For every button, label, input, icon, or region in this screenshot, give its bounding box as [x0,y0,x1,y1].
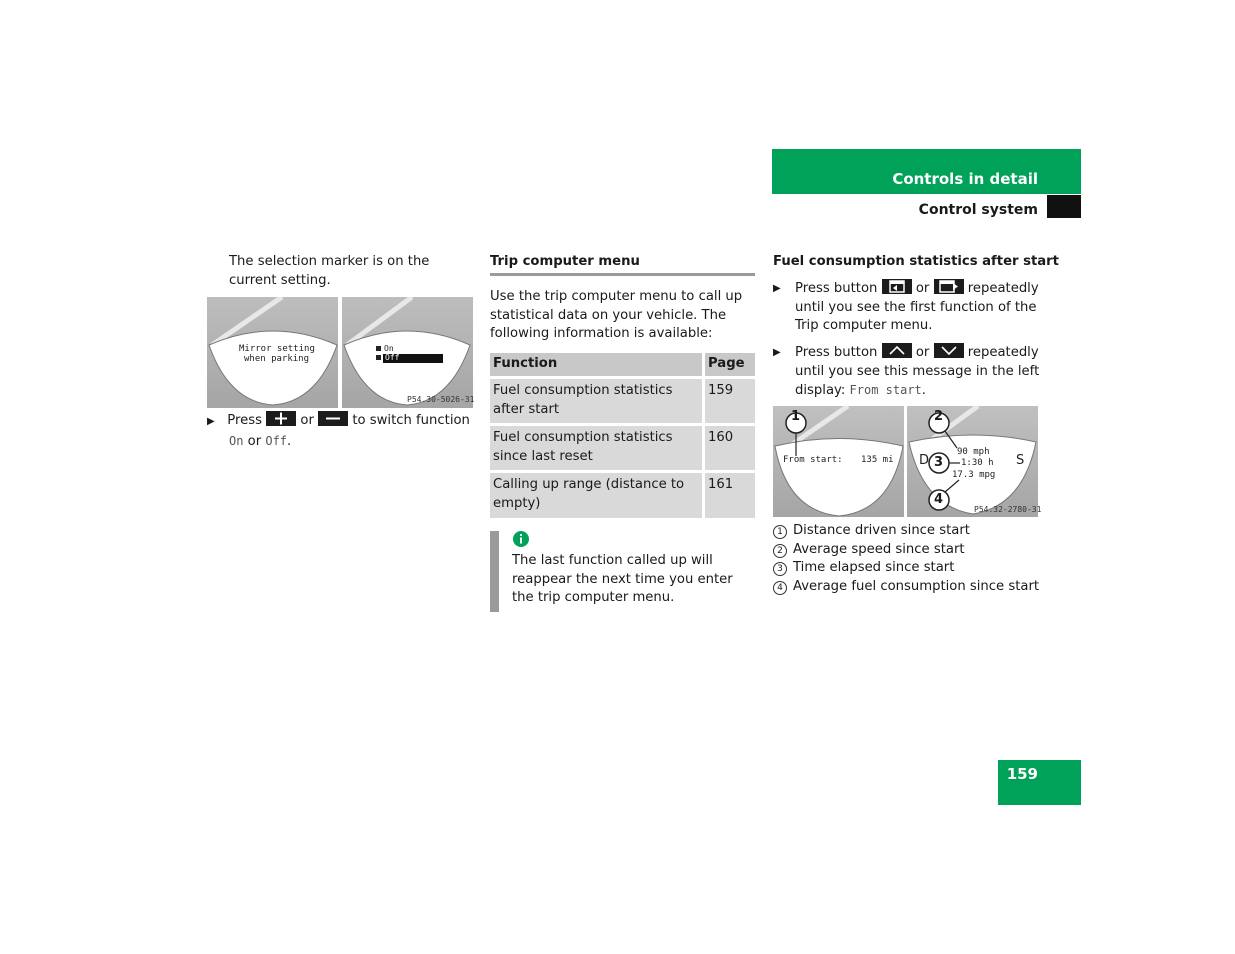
figure-legend [773,522,1043,596]
fuel-stats-title: Fuel consumption statistics after start [773,254,1059,269]
display-line-2: when parking [244,354,310,364]
step-switch-function: ▶ Press or to switch function On or Off. [207,413,470,449]
figure-code: P54.30-5026-31 [407,395,475,404]
table-row: Calling up range (distance to empty) 161 [490,472,755,518]
table-row: Fuel consumption statistics after start 159 [490,378,755,425]
step-press-menu-button: ▶ Press button or repeatedly until you see the first function of the Trip computer menu. [773,281,1039,334]
marker-2: 2 [934,409,944,424]
bullet-icon: ▶ [773,283,781,294]
subsection-title: Control system [918,202,1038,218]
list-item: 2 Average speed since start [773,541,1043,560]
gear-d-label: D [919,453,930,468]
marker-1: 1 [791,409,801,424]
table-header-page: Page [704,353,756,378]
info-bar [490,531,499,612]
option-on: On [384,344,394,353]
list-item: 4 Average fuel consumption since start [773,578,1043,597]
display-line-1: Mirror setting [239,344,315,354]
title-rule [490,273,755,276]
list-item: 1 Distance driven since start [773,522,1043,541]
list-item: 3 Time elapsed since start [773,559,1043,578]
bullet-icon: ▶ [773,347,781,358]
function-table [490,353,755,518]
gear-s-label: S [1016,453,1025,468]
marker-4: 4 [934,492,944,507]
page-number: 159 [1006,765,1038,783]
intro-text: The selection marker is on the current setting. [229,254,430,288]
step-press-scroll-button: ▶ Press button or repeatedly until you see this message in the left display: From start. [773,345,1040,399]
marker-3: 3 [934,455,944,470]
figure-code: P54.32-2780-31 [974,505,1042,514]
display-from-start: From start: [783,455,843,465]
minus-button-icon [318,411,348,426]
table-row: Fuel consumption statistics since last reset 160 [490,425,755,472]
display-speed: 90 mph [957,447,990,457]
trip-computer-paragraph: Use the trip computer menu to call up statistical data on your vehicle. The following information is available: [490,289,743,342]
header-marker [1047,195,1081,218]
section-title: Controls in detail [892,170,1038,188]
info-icon [512,530,530,555]
menu-button-back-icon [882,279,912,294]
option-off-selected: Off [385,353,400,362]
scroll-up-button-icon [882,343,912,358]
display-distance: 135 mi [861,455,894,465]
scroll-down-button-icon [934,343,964,358]
menu-button-forward-icon [934,279,964,294]
table-header-function: Function [490,353,704,378]
bullet-icon: ▶ [207,416,215,427]
trip-computer-title: Trip computer menu [490,254,640,269]
display-consumption: 17.3 mpg [952,470,996,480]
plus-button-icon [266,411,296,426]
display-time: 1:30 h [961,458,994,468]
info-text: The last function called up will reappear the next time you enter the trip computer menu. [512,553,733,606]
